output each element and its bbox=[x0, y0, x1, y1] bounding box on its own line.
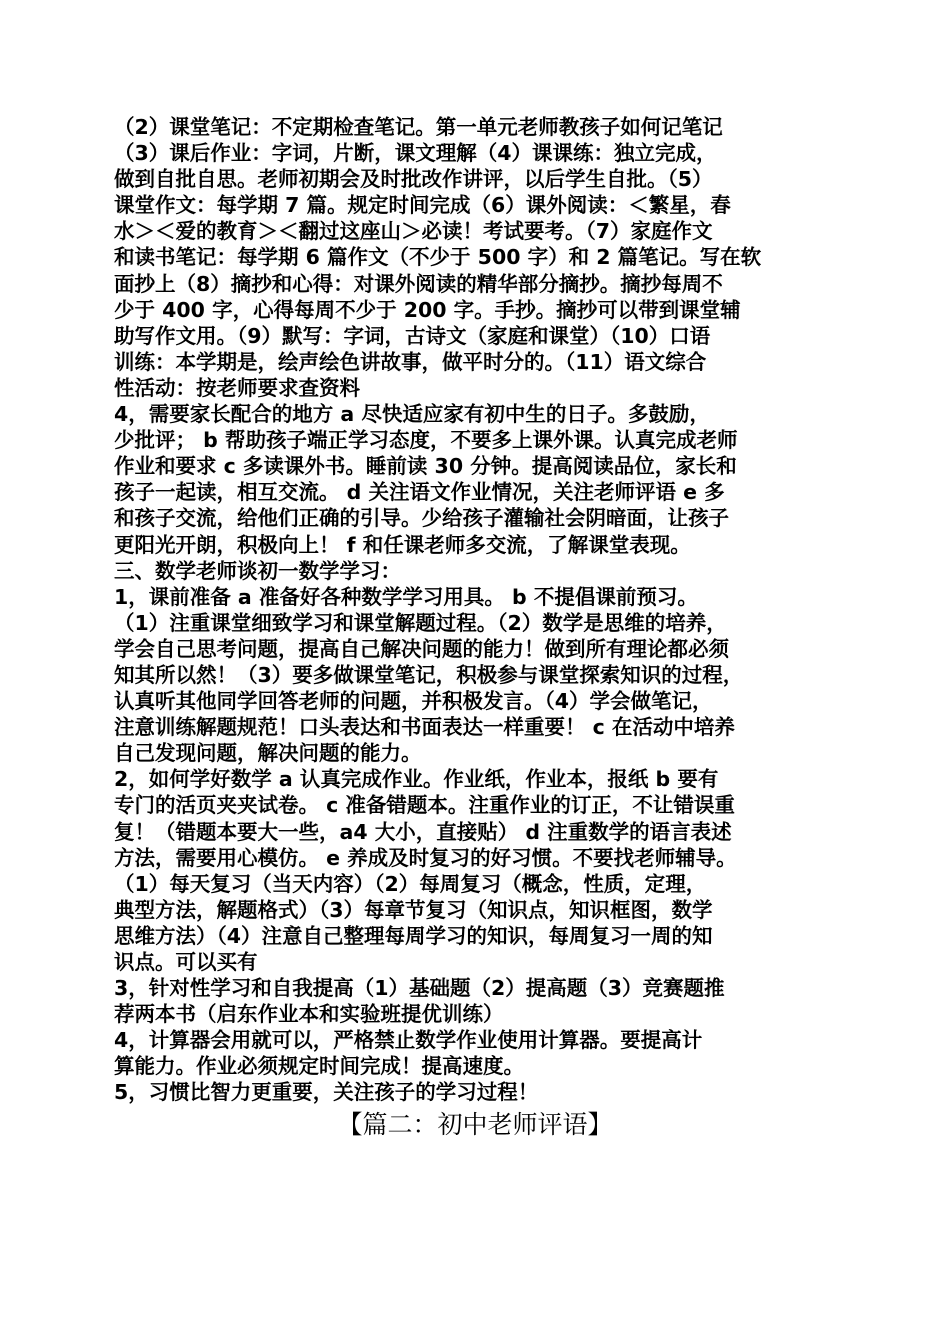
text-line: 和孩子交流，给他们正确的引导。少给孩子灌输社会阴暗面，让孩子 bbox=[114, 506, 729, 531]
text-line: 更阳光开朗，积极向上！ f 和任课老师多交流，了解课堂表现。 bbox=[114, 532, 691, 557]
text-line: 方法，需要用心模仿。 e 养成及时复习的好习惯。不要找老师辅导。 bbox=[114, 845, 737, 870]
text-line: 少批评； b 帮助孩子端正学习态度，不要多上课外课。认真完成老师 bbox=[114, 428, 738, 453]
text-line: （1）每天复习（当天内容）（2）每周复习（概念，性质，定理， bbox=[114, 871, 707, 896]
text-line: 三、数学老师谈初一数学学习： bbox=[114, 558, 401, 583]
text-line: 课堂作文：每学期 7 篇。规定时间完成（6）课外阅读：＜繁星，春 bbox=[114, 193, 731, 218]
text-line: 少于 400 字，心得每周不少于 200 字。手抄。摘抄可以带到课堂辅 bbox=[114, 297, 741, 322]
text-line: 4，计算器会用就可以，严格禁止数学作业使用计算器。要提高计 bbox=[114, 1028, 703, 1053]
text-line: 1，课前准备 a 准备好各种数学学习用具。 b 不提倡课前预习。 bbox=[114, 584, 698, 609]
text-line: （3）课后作业：字词，片断，课文理解（4）课课练：独立完成， bbox=[114, 141, 717, 166]
text-line: 典型方法，解题格式）（3）每章节复习（知识点，知识框图，数学 bbox=[114, 897, 713, 922]
text-line: 作业和要求 c 多读课外书。睡前读 30 分钟。提高阅读品位，家长和 bbox=[114, 454, 737, 479]
text-line: 学会自己思考问题，提高自己解决问题的能力！做到所有理论都必须 bbox=[114, 636, 729, 661]
text-line: 荐两本书（启东作业本和实验班提优训练） bbox=[114, 1002, 504, 1027]
text-line: 做到自批自思。老师初期会及时批改作讲评，以后学生自批。（5） bbox=[114, 167, 713, 192]
text-line: 自己发现问题，解决问题的能力。 bbox=[114, 741, 422, 766]
text-line: 思维方法）（4）注意自己整理每周学习的知识，每周复习一周的知 bbox=[114, 923, 713, 948]
text-line: 识点。可以买有 bbox=[114, 950, 258, 974]
section-heading: 【篇二：初中老师评语】 bbox=[337, 1109, 613, 1139]
text-line: 算能力。作业必须规定时间完成！提高速度。 bbox=[114, 1054, 524, 1079]
text-line: 水＞＜爱的教育＞＜翻过这座山＞必读！考试要考。（7）家庭作文 bbox=[114, 219, 713, 244]
text-line: 注意训练解题规范！口头表达和书面表达一样重要！ c 在活动中培养 bbox=[114, 715, 735, 740]
text-line: （1）注重课堂细致学习和课堂解题过程。（2）数学是思维的培养， bbox=[114, 610, 727, 635]
text-line: （2）课堂笔记：不定期检查笔记。第一单元老师教孩子如何记笔记 bbox=[114, 115, 723, 139]
text-line: 3，针对性学习和自我提高（1）基础题（2）提高题（3）竞赛题推 bbox=[114, 976, 725, 1001]
text-line: 复！（错题本要大一些，a4 大小，直接贴） d 注重数学的语言表述 bbox=[114, 819, 732, 844]
text-line: 面抄上（8）摘抄和心得：对课外阅读的精华部分摘抄。摘抄每周不 bbox=[114, 271, 723, 296]
text-line: 和读书笔记：每学期 6 篇作文（不少于 500 字）和 2 篇笔记。写在软 bbox=[114, 245, 762, 270]
text-line: 助写作文用。（9）默写：字词，古诗文（家庭和课堂）（10）口语 bbox=[114, 323, 711, 348]
text-line: 2，如何学好数学 a 认真完成作业。作业纸，作业本，报纸 b 要有 bbox=[114, 767, 719, 792]
text-line: 专门的活页夹夹试卷。 c 准备错题本。注重作业的订正，不让错误重 bbox=[114, 793, 735, 818]
text-line: 性活动：按老师要求查资料 bbox=[114, 375, 360, 400]
text-lines bbox=[114, 114, 836, 1106]
text-line: 5，习惯比智力更重要，关注孩子的学习过程！ bbox=[114, 1080, 539, 1105]
text-line: 4，需要家长配合的地方 a 尽快适应家有初中生的日子。多鼓励， bbox=[114, 402, 710, 427]
document-body bbox=[114, 114, 836, 1142]
text-line: 孩子一起读，相互交流。 d 关注语文作业情况，关注老师评语 e 多 bbox=[114, 480, 725, 505]
text-line: 知其所以然！（3）要多做课堂笔记，积极参与课堂探索知识的过程， bbox=[114, 662, 744, 687]
text-line: 认真听其他同学回答老师的问题，并积极发言。（4）学会做笔记， bbox=[114, 689, 713, 714]
text-line: 训练：本学期是，绘声绘色讲故事，做平时分的。（11）语文综合 bbox=[114, 349, 707, 374]
